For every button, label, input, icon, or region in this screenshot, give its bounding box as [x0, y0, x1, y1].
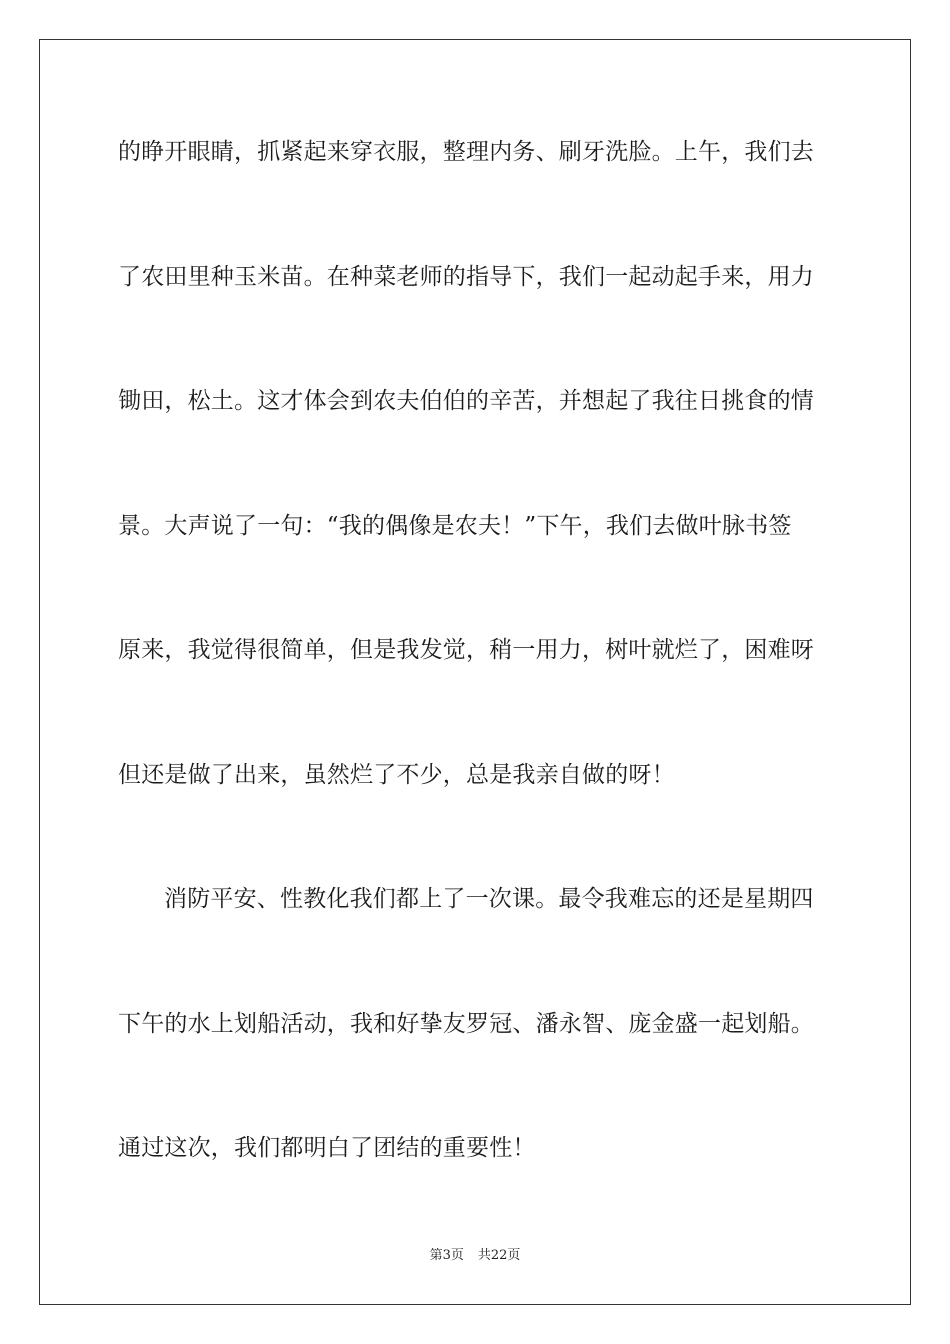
text-line: 的睁开眼睛，抓紧起来穿衣服，整理内务、刷牙洗脸。上午，我们去 [118, 139, 814, 165]
text-line: 下午的水上划船活动，我和好挚友罗冠、潘永智、庞金盛一起划船。 [118, 1010, 814, 1037]
page-footer [0, 1246, 950, 1266]
text-line: 锄田，松土。这才体会到农夫伯伯的辛苦，并想起了我往日挑食的情 [118, 388, 814, 414]
text-line: 但还是做了出来，虽然烂了不少，总是我亲自做的呀！ [118, 761, 675, 788]
page-total: 共22页 [477, 1248, 521, 1263]
text-line: 了农田里种玉米苗。在种菜老师的指导下，我们一起动起手来，用力 [118, 263, 814, 290]
paragraph-start-line: 消防平安、性教化我们都上了一次课。最令我难忘的还是星期四 [164, 886, 814, 912]
text-line: 通过这次，我们都明白了团结的重要性！ [118, 1135, 536, 1161]
text-line: 景。大声说了一句：“我的偶像是农夫！”下午，我们去做叶脉书签 [118, 512, 792, 539]
page-number: 第3页 [429, 1248, 464, 1263]
text-line: 原来，我觉得很简单，但是我发觉，稍一用力，树叶就烂了，困难呀 [118, 637, 814, 663]
document-body [118, 124, 838, 1245]
